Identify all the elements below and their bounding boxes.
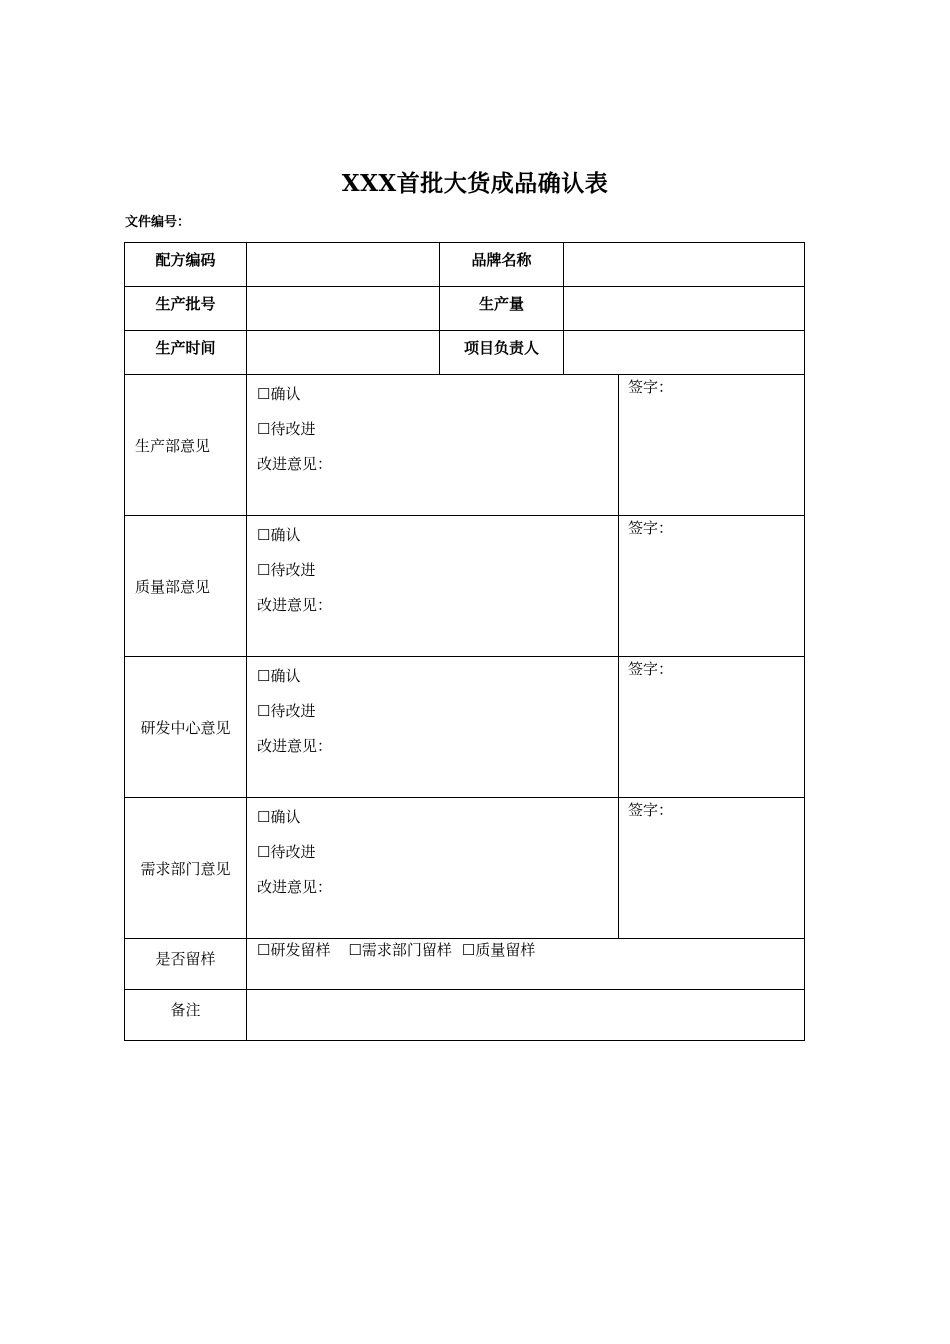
improvement-comment-label: 改进意见：: [257, 596, 333, 614]
production-quantity-label: 生产量: [439, 286, 564, 331]
rnd-center-opinion-label: 研发中心意见: [124, 656, 247, 798]
formula-code-label: 配方编码: [124, 242, 247, 287]
brand-name-value[interactable]: [563, 242, 805, 287]
confirmation-form: [124, 242, 805, 1041]
production-dept-opinion-options: [246, 374, 619, 516]
improvement-comment-label: 改进意见：: [257, 455, 333, 473]
production-time-label: 生产时间: [124, 330, 247, 375]
formula-code-value[interactable]: [246, 242, 440, 287]
production-dept-opinion-label: 生产部意见: [124, 374, 247, 516]
confirm-checkbox[interactable]: ☐确认: [257, 808, 301, 826]
production-time-value[interactable]: [246, 330, 440, 375]
confirm-checkbox[interactable]: ☐确认: [257, 667, 301, 685]
confirm-checkbox[interactable]: ☐确认: [257, 526, 301, 544]
demand-dept-opinion-label: 需求部门意见: [124, 797, 247, 939]
demand-dept-opinion-options: [246, 797, 619, 939]
improve-checkbox[interactable]: ☐待改进: [257, 420, 316, 438]
quality-dept-opinion-label: 质量部意见: [124, 515, 247, 657]
remarks-value[interactable]: [246, 989, 805, 1041]
rnd-sample-checkbox[interactable]: ☐研发留样: [257, 941, 331, 959]
brand-name-label: 品牌名称: [439, 242, 564, 287]
improve-checkbox[interactable]: ☐待改进: [257, 561, 316, 579]
quality-dept-opinion-options: [246, 515, 619, 657]
improve-checkbox[interactable]: ☐待改进: [257, 702, 316, 720]
document-number-label: 文件编号：: [125, 215, 191, 230]
production-quantity-value[interactable]: [563, 286, 805, 331]
page-title: XXX首批大货成品确认表: [341, 170, 609, 197]
sample-retention-label: 是否留样: [124, 938, 247, 990]
production-dept-signature[interactable]: 签字：: [618, 374, 805, 516]
rnd-center-signature[interactable]: 签字：: [618, 656, 805, 798]
remarks-label: 备注: [124, 989, 247, 1041]
sample-retention-options: [246, 938, 805, 990]
demand-dept-sample-checkbox[interactable]: ☐需求部门留样: [348, 941, 452, 959]
project-leader-label: 项目负责人: [439, 330, 564, 375]
batch-number-value[interactable]: [246, 286, 440, 331]
improve-checkbox[interactable]: ☐待改进: [257, 843, 316, 861]
confirm-checkbox[interactable]: ☐确认: [257, 385, 301, 403]
batch-number-label: 生产批号: [124, 286, 247, 331]
quality-dept-signature[interactable]: 签字：: [618, 515, 805, 657]
improvement-comment-label: 改进意见：: [257, 737, 333, 755]
improvement-comment-label: 改进意见：: [257, 878, 333, 896]
demand-dept-signature[interactable]: 签字：: [618, 797, 805, 939]
quality-sample-checkbox[interactable]: ☐质量留样: [461, 941, 536, 959]
rnd-center-opinion-options: [246, 656, 619, 798]
project-leader-value[interactable]: [563, 330, 805, 375]
